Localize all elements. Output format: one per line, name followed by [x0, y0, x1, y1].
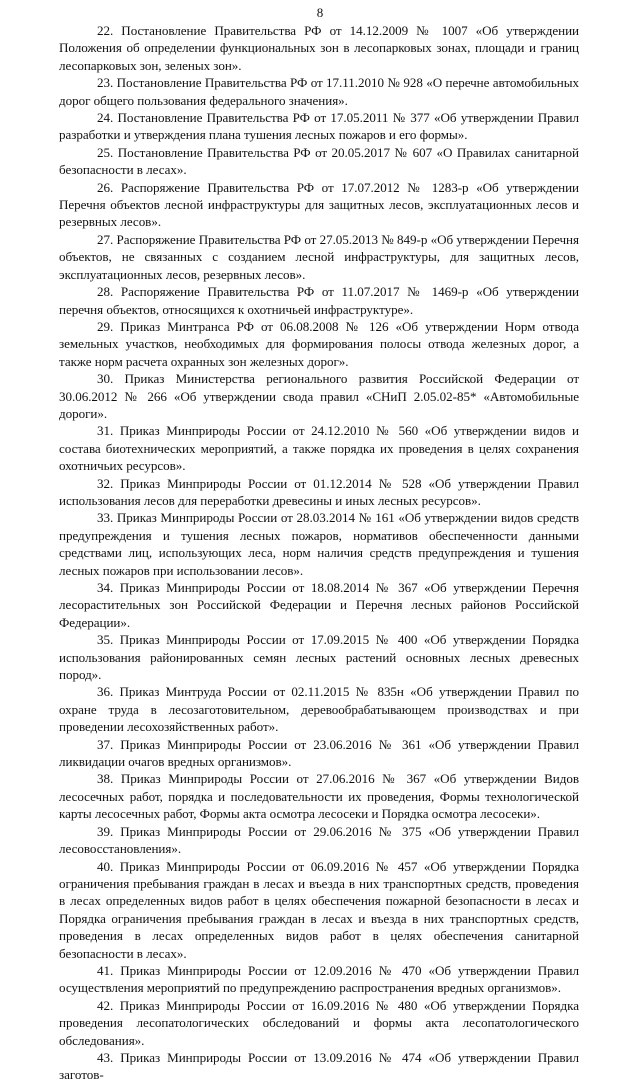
list-item: 25. Постановление Правительства РФ от 20.05.2017 № 607 «О Правилах санитарной безопасности в лесах».: [59, 144, 579, 178]
list-item: 43. Приказ Минприроды России от 13.09.2016 № 474 «Об утверждении Правил заготов-: [59, 1049, 579, 1083]
list-item: 22. Постановление Правительства РФ от 14.12.2009 № 1007 «Об утверждении Положения об определении функциональных зон в лесопарковых зонах, площади и границ лесопарковых зон, зеленых зон».: [59, 23, 579, 73]
list-item: 30. Приказ Министерства регионального развития Российской Федерации от 30.06.2012 № 266 «Об утверждении свода правил «СНиП 2.05.02-85* «Автомобильные дороги».: [59, 371, 579, 421]
list-item: 36. Приказ Минтруда России от 02.11.2015 № 835н «Об утверждении Правил по охране труда в лесозаготовительном, деревообрабатывающем производствах и при проведении лесохозяйственных работ».: [59, 684, 579, 735]
list-item: 34. Приказ Минприроды России от 18.08.2014 № 367 «Об утверждении Перечня лесорастительных зон Российской Федерации и Перечня лесных районов Российской Федерации».: [59, 580, 579, 630]
list-item: 33. Приказ Минприроды России от 28.03.2014 № 161 «Об утверждении видов средств предупреждения и тушения лесных пожаров, нормативов обеспеченности данными средствами лиц, использующих леса, норм наличия средств предупреждения и тушения лесных пожаров при использовании лесов».: [59, 510, 579, 578]
list-item: 23. Постановление Правительства РФ от 17.11.2010 № 928 «О перечне автомобильных дорог общего пользования федерального значения».: [59, 75, 579, 108]
list-item: 32. Приказ Минприроды России от 01.12.2014 № 528 «Об утверждении Правил использования лесов для переработки древесины и иных лесных ресурсов».: [59, 475, 579, 508]
list-item: 41. Приказ Минприроды России от 12.09.2016 № 470 «Об утверждении Правил осуществления мероприятий по предупреждению распространения вредных организмов».: [59, 962, 579, 996]
list-item: 26. Распоряжение Правительства РФ от 17.07.2012 № 1283-р «Об утверждении Перечня объектов лесной инфраструктуры для защитных лесов, эксплуатационных лесов и резервных лесов».: [59, 179, 579, 230]
list-item: 39. Приказ Минприроды России от 29.06.2016 № 375 «Об утверждении Правил лесовосстановления».: [59, 823, 579, 857]
list-item: 40. Приказ Минприроды России от 06.09.2016 № 457 «Об утверждении Порядка ограничения пребывания граждан в лесах и въезда в них транспортных средств, проведения в лесах определенных видов работ в целях обеспечения пожарной безопасности в лесах и Порядка ограничения пребывания граждан в лесах и въезда в них транспортных средств, проведения в лесах определенных видов работ в целях обеспечения санитарной безопасности в лесах».: [59, 858, 579, 961]
page-number: 8: [316, 5, 324, 20]
list-item: 27. Распоряжение Правительства РФ от 27.05.2013 № 849-р «Об утверждении Перечня объектов, не связанных с созданием лесной инфраструктуры, для защитных лесов, эксплуатационных лесов, резервных лесов».: [59, 231, 579, 282]
list-item: 35. Приказ Минприроды России от 17.09.2015 № 400 «Об утверждении Порядка использования районированных семян лесных растений основных лесных древесных пород».: [59, 632, 579, 683]
list-item: 29. Приказ Минтранса РФ от 06.08.2008 № 126 «Об утверждении Норм отвода земельных участков, необходимых для формирования полосы отвода железных дорог, а также норм расчета охранных зон железных дорог».: [59, 318, 579, 369]
regulation-list: [59, 22, 579, 1084]
list-item: 28. Распоряжение Правительства РФ от 11.07.2017 № 1469-р «Об утверждении перечня объектов, относящихся к охотничьей инфраструктуре».: [59, 284, 579, 317]
list-item: 31. Приказ Минприроды России от 24.12.2010 № 560 «Об утверждении видов и состава биотехнических мероприятий, а также порядка их проведения в целях сохранения охотничьих ресурсов».: [59, 423, 579, 474]
list-item: 38. Приказ Минприроды России от 27.06.2016 № 367 «Об утверждении Видов лесосечных работ, порядка и последовательности их проведения, Формы технологической карты лесосечных работ, Формы акта осмотра лесосеки и Порядка осмотра лесосеки».: [59, 771, 579, 822]
list-item: 42. Приказ Минприроды России от 16.09.2016 № 480 «Об утверждении Порядка проведения лесопатологических обследований и формы акта лесопатологического обследования».: [59, 997, 579, 1048]
list-item: 37. Приказ Минприроды России от 23.06.2016 № 361 «Об утверждении Правил ликвидации очагов вредных организмов».: [59, 736, 579, 770]
list-item: 24. Постановление Правительства РФ от 17.05.2011 № 377 «Об утверждении Правил разработки и утверждения плана тушения лесных пожаров и его формы».: [59, 110, 579, 143]
